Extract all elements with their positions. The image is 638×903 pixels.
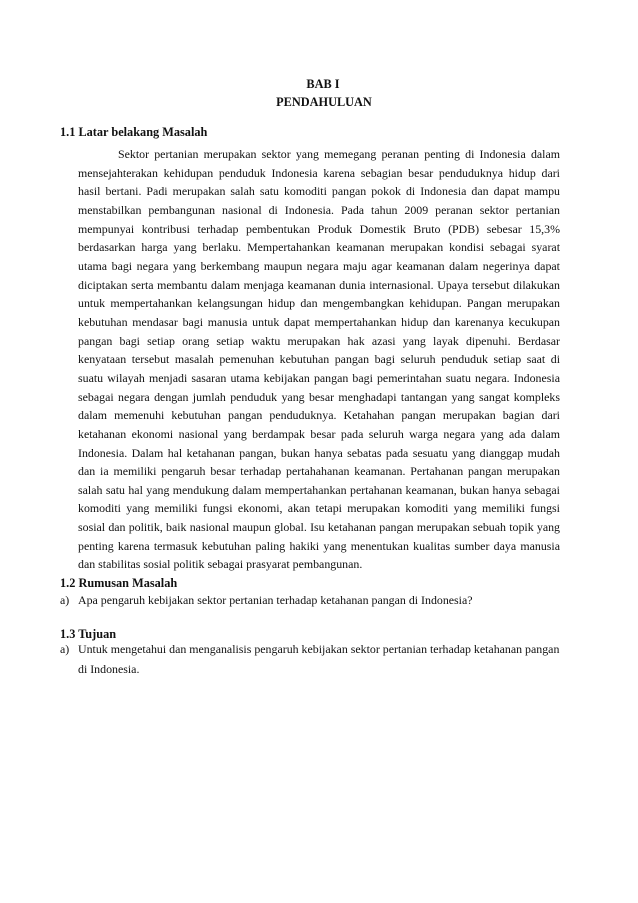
list-item-text: Apa pengaruh kebijakan sektor pertanian terhadap ketahanan pangan di Indonesia? [78, 593, 473, 607]
chapter-title: PENDAHULUAN [276, 95, 372, 109]
list-marker: a) [60, 642, 70, 656]
list-marker: a) [60, 593, 70, 607]
list-item-text: Untuk mengetahui dan menganalisis pengaruh kebijakan sektor pertanian terhadap ketahanan pangan di Indonesia. [78, 642, 560, 676]
tujuan-item [60, 640, 560, 679]
section-heading-rumusan-masalah: 1.2 Rumusan Masalah [60, 576, 178, 590]
rumusan-masalah-item [60, 591, 560, 611]
section-heading-tujuan: 1.3 Tujuan [60, 627, 117, 641]
chapter-label: BAB I [306, 77, 340, 91]
latar-belakang-paragraph: Sektor pertanian merupakan sektor yang memegang peranan penting di Indonesia dalam mensejahterakan kehidupan penduduk Indonesia karena sebagian besar penduduknya hidup dari hasil bertani. Padi merupakan salah satu komoditi pangan pokok di Indonesia dan dapat mampu menstabilkan pembangunan nasional di Indonesia. Pada tahun 2009 peranan sektor pertanian mempunyai kontribusi terhadap pembentukan Produk Domestik Bruto (PDB) sebesar 15,3% berdasarkan harga yang berlaku. Mempertahankan keamanan merupakan kondisi sebagai syarat utama bagi negara yang berkembang maupun negara maju agar keamanan dalam negerinya dapat diciptakan serta membantu dalam menjaga keamanan dunia internasional. Upaya tersebut dilakukan untuk mempertahankan kelangsungan hidup dan mengembangkan kehidupan. Pangan merupakan kebutuhan mendasar bagi manusia untuk dapat mempertahankan hidup dan karenanya kecukupan pangan bagi setiap orang setiap waktu merupakan hak azasi yang layak dipenuhi. Berdasar kenyataan tersebut masalah pemenuhan kebutuhan pangan bagi seluruh penduduk setiap saat di suatu wilayah menjadi sasaran utama kebijakan pangan bagi pemerintahan suatu negara. Indonesia sebagai negara dengan jumlah penduduk yang besar menghadapi tantangan yang sangat kompleks dalam memenuhi kebutuhan pangan penduduknya. Ketahahan pangan merupakan bagian dari ketahanan ekonomi nasional yang berdampak besar pada seluruh warga negara yang ada dalam Indonesia. Dalam hal ketahanan pangan, bukan hanya sebatas pada sesuatu yang dianggap mudah dan ia memiliki pengaruh besar terhadap pertahahanan keamanan. Pertahanan pangan merupakan salah satu hal yang mendukung dalam mempertahankan pertahanan keamanan, bukan hanya sebagai komoditi yang memiliki fungsi ekonomi, akan tetapi merupakan komoditi yang memiliki fungsi sosial dan politik, baik nasional maupun global. Isu ketahanan pangan merupakan sebuah topik yang penting karena termasuk kebutuhan paling hakiki yang menentukan kualitas sumber daya manusia dan stabilitas sosial politik sebagai prasyarat pembangunan. [78, 147, 560, 572]
section-heading-latar-belakang: 1.1 Latar belakang Masalah [60, 125, 208, 139]
